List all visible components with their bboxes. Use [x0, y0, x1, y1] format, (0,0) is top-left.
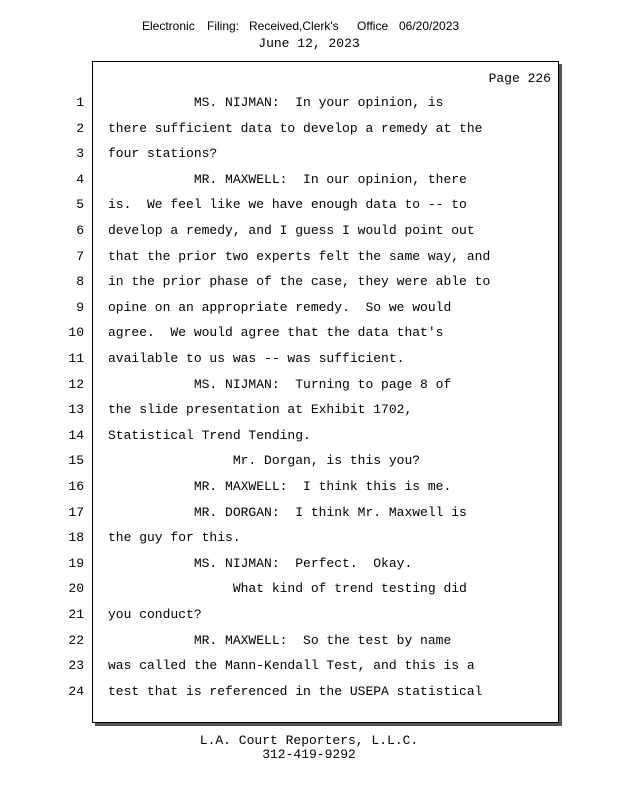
transcript-line [0, 530, 618, 556]
page-number: Page 226 [488, 71, 551, 86]
line-text: MR. MAXWELL: I think this is me. [108, 479, 452, 494]
transcript-line [0, 377, 618, 403]
line-text: test that is referenced in the USEPA statistical [108, 683, 483, 699]
transcript-line [0, 633, 618, 659]
transcript-line [0, 300, 618, 326]
stamp-word: 06/20/2023 [399, 19, 460, 33]
line-text: you conduct? [108, 607, 202, 622]
reporter-phone: 312-419-9292 [262, 747, 356, 762]
transcript-date: June 12, 2023 [258, 36, 360, 51]
transcript-line [0, 249, 618, 275]
line-text: develop a remedy, and I guess I would point out [108, 223, 475, 238]
transcript-line [0, 172, 618, 198]
transcript-line [0, 556, 618, 582]
line-number: 7 [76, 248, 84, 264]
transcript-line [0, 146, 618, 172]
line-number: 14 [68, 427, 84, 443]
line-text: available to us was -- was sufficient. [108, 351, 405, 366]
transcript-line [0, 453, 618, 479]
line-text: that the prior two experts felt the same way, and [108, 248, 491, 264]
line-text: the slide presentation at Exhibit 1702, [108, 402, 413, 418]
reporter-company: L.A. Court Reporters, L.L.C. [199, 733, 419, 748]
line-number: 11 [68, 351, 84, 366]
transcript-line [0, 581, 618, 607]
line-text: agree. We would agree that the data that's [108, 325, 444, 341]
line-number: 20 [68, 581, 84, 597]
line-number: 24 [68, 683, 84, 699]
transcript-line [0, 479, 618, 505]
line-text: four stations? [108, 146, 218, 162]
line-number: 22 [68, 632, 84, 648]
line-text: MR. MAXWELL: In our opinion, there [108, 171, 467, 187]
line-number: 1 [76, 95, 84, 110]
line-number: 19 [68, 555, 84, 571]
line-text: MR. DORGAN: I think Mr. Maxwell is [108, 504, 467, 520]
transcript-line [0, 402, 618, 428]
stamp-word: Office [357, 19, 389, 33]
line-number: 9 [76, 299, 84, 315]
line-text: Statistical Trend Tending. [108, 427, 311, 443]
transcript-line [0, 658, 618, 684]
line-number: 13 [68, 402, 84, 418]
transcript-line [0, 684, 618, 710]
stamp-word: Electronic [142, 19, 195, 33]
transcript-line [0, 223, 618, 249]
line-number: 6 [76, 223, 84, 238]
line-text: What kind of trend testing did [108, 581, 467, 597]
stamp-word: Received,Clerk's [249, 19, 339, 33]
transcript-line [0, 274, 618, 300]
line-text: there sufficient data to develop a remedy at the [108, 120, 483, 136]
transcript-line [0, 121, 618, 147]
transcript-line [0, 95, 618, 121]
line-number: 17 [68, 504, 84, 520]
line-number: 23 [68, 658, 84, 674]
line-number: 12 [68, 376, 84, 392]
line-text: is. We feel like we have enough data to -- to [108, 197, 467, 213]
transcript-line [0, 607, 618, 633]
line-number: 21 [68, 607, 84, 622]
line-text: MR. MAXWELL: So the test by name [108, 632, 452, 648]
line-number: 4 [76, 171, 84, 187]
line-text: Mr. Dorgan, is this you? [108, 453, 421, 469]
line-number: 8 [76, 274, 84, 290]
line-text: opine on an appropriate remedy. So we would [108, 299, 452, 315]
line-text: MS. NIJMAN: Turning to page 8 of [108, 376, 452, 392]
line-text: MS. NIJMAN: Perfect. Okay. [108, 555, 413, 571]
line-text: the guy for this. [108, 530, 241, 546]
line-number: 2 [76, 120, 84, 136]
stamp-word: Filing: [207, 19, 240, 33]
transcript-line [0, 325, 618, 351]
line-text: MS. NIJMAN: In your opinion, is [108, 95, 444, 110]
transcript-line [0, 505, 618, 531]
transcript-line [0, 428, 618, 454]
line-number: 18 [68, 530, 84, 546]
line-number: 16 [68, 479, 84, 494]
transcript-line [0, 197, 618, 223]
line-number: 3 [76, 146, 84, 162]
line-text: was called the Mann-Kendall Test, and this is a [108, 658, 475, 674]
line-number: 10 [68, 325, 84, 341]
line-number: 5 [76, 197, 84, 213]
line-number: 15 [68, 453, 84, 469]
transcript-line [0, 351, 618, 377]
line-text: in the prior phase of the case, they were able to [108, 274, 491, 290]
